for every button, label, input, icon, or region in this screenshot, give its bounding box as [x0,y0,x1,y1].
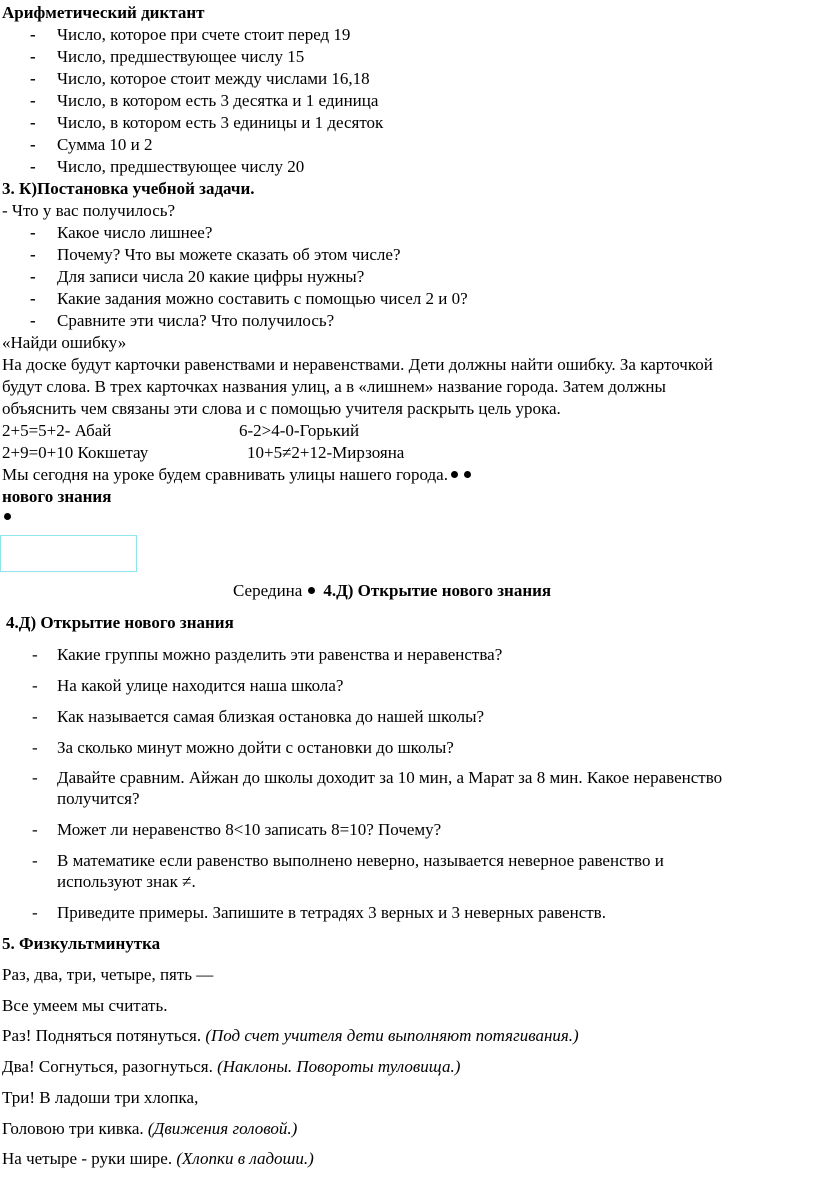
middle-heading-line [233,580,551,601]
exercise-heading: 5. Физкультминутка [2,934,161,953]
dictation-title: Арифметический диктант [2,3,205,22]
middle-heading: 4.Д) Открытие нового знания [323,581,552,600]
exercise-note: (Под счет учителя дети выполняют потягивания.) [205,1026,579,1045]
exercise-note: (Хлопки в ладоши.) [176,1149,314,1168]
find-error-paragraph-line: будут слова. В трех карточках названия улиц, а в «лишнем» название города. Затем должны [2,377,666,396]
conclusion-text: Мы сегодня на уроке будем сравнивать улицы нашего города. [2,465,448,484]
find-error-paragraph-line: На доске будут карточки равенствами и неравенствами. Дети должны найти ошибку. За карточкой [2,355,713,374]
bullet-icon [464,471,471,478]
middle-label: Середина [233,581,303,600]
conclusion-line [2,464,474,485]
exercise-line: Три! В ладоши три хлопка, [2,1088,199,1107]
find-error-paragraph-line: объяснить чем связаны эти слова и с помощью учителя раскрыть цель урока. [2,399,561,418]
fragment-text: нового знания [2,487,112,506]
exercise-note: (Движения головой.) [147,1119,298,1138]
task-heading: 3. К)Постановка учебной задачи. [2,179,255,198]
bullet-icon [308,587,315,594]
exercise-note: (Наклоны. Повороты туловища.) [217,1057,461,1076]
exercise-line: Головою три кивка. (Движения головой.) [2,1119,298,1138]
card-left: 2+9=0+10 Кокшетау [2,443,149,462]
bullet-icon [4,506,11,527]
exercise-line: Раз, два, три, четыре, пять — [2,965,214,984]
empty-text-frame [0,535,137,572]
document-page: Арифметический диктант - Число, которое при счете стоит перед 19 - Число, предшествующее числу 15 - Число, которое стоит между числами 16,18 - Число, в котором есть 3 десятка и 1 единица - Число, в котором есть 3 единицы и 1 десяток - Сумма 10 и 2 - Число, предшествующее числу 20 3. К)Постановка учебной задачи. - Что у вас получилось? - Какое число лишнее? - Почему? Что вы можете сказать об этом числе? - Для записи числа 20 какие цифры нужны? - Какие задания можно составить с помощью чисел 2 и 0? - Сравните эти числа? Что получилось? «Найди ошибку» На доске будут карточки равенствами и неравенствами. Дети должны найти ошибку. За карточкой будут слова. В трех карточках названия улиц, а в «лишнем» название города. Затем должны объяснить чем связаны эти слова и с помощью учителя раскрыть цель урока. 2+5=5+2- Абай 6-2>4-0-Горький 2+9=0+10 Кокшетау 10+5≠2+12-Мирзояна Мы сегодня на уроке будем сравнивать улицы нашего города. нового знания Середина 4.Д) Открытие нового знания 4.Д) Открытие нового знания - Какие группы можно разделить эти равенства и неравенства? - На какой улице находится наша школа? - Как называется самая близкая остановка до нашей школы? - За сколько минут можно дойти с остановки до школы? - Давайте сравним. Айжан до школы доходит за 10 мин, а Марат за 8 мин. Какое неравенство получится? - Может ли неравенство 8<10 записать 8=10? Почему? - В математике если равенство выполнено неверно, называется неверное равенство и используют знак ≠. - Приведите примеры. Запишите в тетрадях 3 верных и 3 неверных равенств. 5. Физкультминутка Раз, два, три, четыре, пять — Все умеем мы считать. Раз! Подняться потянуться. (Под счет учителя дети выполняют потягивания.) Два! Согнуться, разогнуться. (Наклоны. Повороты туловища.) Три! В ладоши три хлопка, Головою три кивка. (Движения головой.) На четыре - руки шире. (Хлопки в ладоши.) [2,3,723,1168]
find-error-title: «Найди ошибку» [2,333,127,352]
exercise-line: Раз! Подняться потянуться. (Под счет учителя дети выполняют потягивания.) [2,1026,579,1045]
card-left: 2+5=5+2- Абай [2,421,112,440]
bullet-icon [451,471,458,478]
exercise-line: Два! Согнуться, разогнуться. (Наклоны. Повороты туловища.) [2,1057,461,1076]
card-right: 6-2>4-0-Горький [239,421,360,440]
exercise-line: Все умеем мы считать. [2,996,168,1015]
card-right: 10+5≠2+12-Мирзояна [247,443,405,462]
new-knowledge-heading: 4.Д) Открытие нового знания [6,613,234,632]
exercise-line: На четыре - руки шире. (Хлопки в ладоши.) [2,1149,314,1168]
task-question: - Что у вас получилось? [2,201,176,220]
